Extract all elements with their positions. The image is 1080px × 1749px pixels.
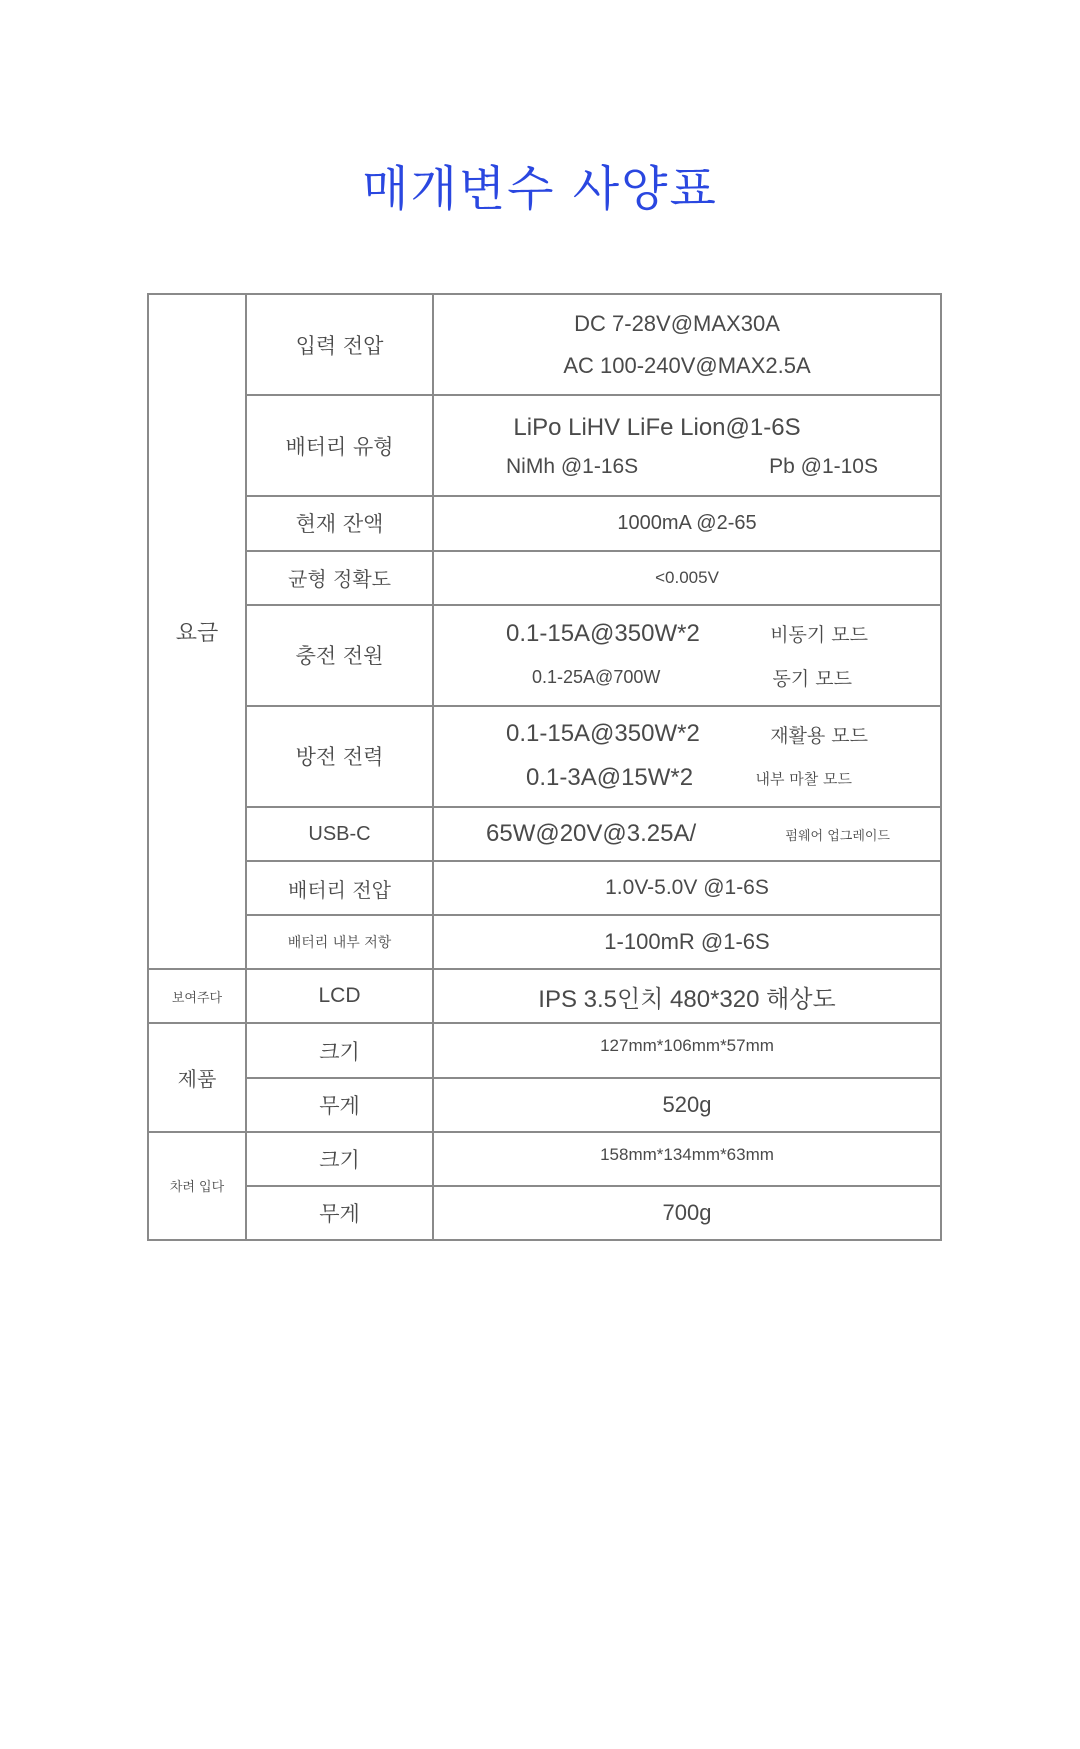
value-battery-voltage: 1.0V-5.0V @1-6S	[433, 861, 941, 915]
page-title: 매개변수 사양표	[362, 161, 718, 217]
value-pb: Pb @1-10S	[769, 454, 878, 478]
table-row	[148, 294, 941, 395]
value-product-weight: 520g	[433, 1078, 941, 1132]
label-battery-voltage: 배터리 전압	[246, 861, 433, 915]
label-internal-resistance: 배터리 내부 저항	[246, 915, 433, 969]
value-battery-type	[433, 395, 941, 496]
value-lcd: IPS 3.5인치 480*320 해상도	[433, 969, 941, 1023]
section-package: 차려 입다	[148, 1132, 246, 1240]
value-balance-accuracy: <0.005V	[433, 551, 941, 605]
label-discharge-power: 방전 전력	[246, 706, 433, 807]
value-discharge-internal: 0.1-3A@15W*2	[526, 764, 694, 792]
table-row	[148, 551, 941, 605]
table-row	[148, 706, 941, 807]
label-product-weight: 무게	[246, 1078, 433, 1132]
value-package-weight: 700g	[433, 1186, 941, 1240]
label-lcd: LCD	[246, 969, 433, 1023]
value-product-size: 127mm*106mm*57mm	[433, 1023, 941, 1077]
value-usbc	[433, 807, 941, 861]
label-package-size: 크기	[246, 1132, 433, 1186]
table-row	[148, 395, 941, 496]
value-input-voltage	[433, 294, 941, 395]
value-internal-resistance: 1-100mR @1-6S	[433, 915, 941, 969]
table-row	[148, 915, 941, 969]
value-package-size: 158mm*134mm*63mm	[433, 1132, 941, 1186]
label-current-balance: 현재 잔액	[246, 496, 433, 550]
label-async-mode: 비동기 모드	[770, 624, 868, 647]
value-charge-power	[433, 605, 941, 706]
table-row	[148, 969, 941, 1023]
label-battery-type: 배터리 유형	[246, 395, 433, 496]
label-recycle-mode: 재활용 모드	[770, 724, 868, 747]
table-row	[148, 1132, 941, 1186]
section-product: 제품	[148, 1023, 246, 1131]
table-row	[148, 1078, 941, 1132]
table-row	[148, 605, 941, 706]
label-internal-friction-mode: 내부 마찰 모드	[755, 769, 852, 788]
label-usbc: USB-C	[246, 807, 433, 861]
section-charge: 요금	[148, 294, 246, 969]
table-row	[148, 1186, 941, 1240]
label-input-voltage: 입력 전압	[246, 294, 433, 395]
value-charge-sync: 0.1-25A@700W	[532, 666, 661, 687]
spec-table	[147, 293, 942, 1241]
label-sync-mode: 동기 모드	[772, 667, 852, 690]
table-row	[148, 1023, 941, 1077]
table-row	[148, 496, 941, 550]
value-battery-list: LiPo LiHV LiFe Lion@1-6S	[513, 413, 801, 441]
table-row	[148, 807, 941, 861]
value-dc: DC 7-28V@MAX30A	[574, 311, 780, 337]
value-discharge-power	[433, 706, 941, 807]
section-display: 보여주다	[148, 969, 246, 1023]
value-charge-async: 0.1-15A@350W*2	[506, 619, 700, 647]
value-nimh: NiMh @1-16S	[506, 454, 639, 478]
value-usbc-power: 65W@20V@3.25A/	[486, 820, 697, 848]
label-product-size: 크기	[246, 1023, 433, 1077]
value-ac: AC 100-240V@MAX2.5A	[563, 352, 811, 378]
value-current-balance: 1000mA @2-65	[433, 496, 941, 550]
label-charge-power: 충전 전원	[246, 605, 433, 706]
table-row	[148, 861, 941, 915]
value-discharge-recycle: 0.1-15A@350W*2	[506, 720, 700, 748]
label-firmware-upgrade: 펌웨어 업그레이드	[785, 828, 890, 844]
label-balance-accuracy: 균형 정확도	[246, 551, 433, 605]
label-package-weight: 무게	[246, 1186, 433, 1240]
